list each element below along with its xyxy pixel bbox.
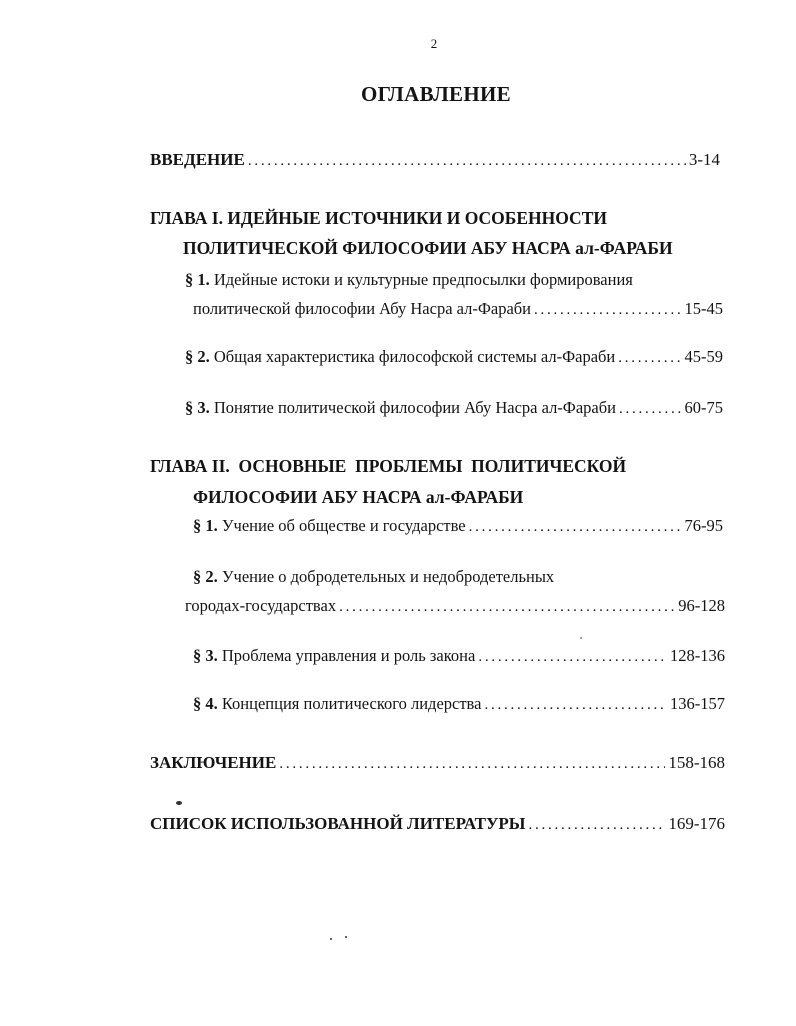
toc-leader-dots bbox=[484, 697, 667, 714]
page-title: ОГЛАВЛЕНИЕ bbox=[361, 82, 511, 106]
toc-leader-dots bbox=[339, 599, 675, 616]
toc-pages: 60-75 bbox=[684, 398, 723, 417]
chapter2-heading-line1: ГЛАВА II. ОСНОВНЫЕ ПРОБЛЕМЫ ПОЛИТИЧЕСКОЙ bbox=[150, 456, 627, 476]
scan-speck bbox=[345, 936, 347, 938]
toc-label: ЗАКЛЮЧЕНИЕ bbox=[150, 753, 277, 772]
toc-entry-references bbox=[150, 814, 725, 834]
toc-leader-dots bbox=[534, 302, 681, 319]
toc-leader-dots bbox=[619, 401, 682, 418]
section-number: § 2. bbox=[185, 347, 210, 366]
toc-entry-intro bbox=[150, 150, 720, 170]
chapter1-heading-line1: ГЛАВА I. ИДЕЙНЫЕ ИСТОЧНИКИ И ОСОБЕННОСТИ bbox=[150, 208, 607, 228]
toc-entry-conclusion bbox=[150, 753, 725, 773]
toc-entry-ch1-s1-line2 bbox=[193, 299, 723, 319]
page-number: 2 bbox=[430, 36, 438, 51]
scan-speck bbox=[330, 938, 332, 940]
toc-label: ВВЕДЕНИЕ bbox=[150, 150, 245, 169]
toc-entry-ch2-s1 bbox=[193, 516, 723, 536]
toc-pages: 136-157 bbox=[670, 694, 725, 713]
section-title: Идейные истоки и культурные предпосылки формирования bbox=[213, 270, 633, 289]
section-title-cont: политической философии Абу Насра ал-Фараби bbox=[193, 299, 532, 318]
toc-pages: 76-95 bbox=[684, 516, 723, 535]
toc-entry-ch1-s2 bbox=[185, 347, 723, 367]
section-title: Общая характеристика философской системы ал-Фараби bbox=[213, 347, 616, 366]
section-title-cont: городах-государствах bbox=[185, 596, 337, 615]
toc-leader-dots bbox=[279, 756, 665, 773]
section-number: § 3. bbox=[193, 646, 218, 665]
toc-leader-dots bbox=[618, 350, 681, 367]
section-title: Понятие политической философии Абу Насра ал-Фараби bbox=[213, 398, 616, 417]
toc-leader-dots bbox=[478, 649, 667, 666]
toc-leader-dots bbox=[469, 519, 682, 536]
toc-pages: 169-176 bbox=[668, 814, 725, 833]
toc-label: СПИСОК ИСПОЛЬЗОВАННОЙ ЛИТЕРАТУРЫ bbox=[150, 814, 526, 833]
section-number: § 2. bbox=[193, 567, 218, 586]
section-number: § 1. bbox=[185, 270, 210, 289]
toc-entry-ch1-s3 bbox=[185, 398, 723, 418]
section-number: § 4. bbox=[193, 694, 218, 713]
toc-pages: 45-59 bbox=[684, 347, 723, 366]
chapter1-heading-line2: ПОЛИТИЧЕСКОЙ ФИЛОСОФИИ АБУ НАСРА ал-ФАРАБИ bbox=[183, 238, 673, 258]
section-title: Учение о добродетельных и недобродетельных bbox=[221, 567, 555, 586]
section-title: Учение об обществе и государстве bbox=[221, 516, 466, 535]
toc-entry-ch2-s2-line2 bbox=[185, 596, 725, 616]
toc-entry-ch1-s1-line1 bbox=[185, 270, 633, 290]
toc-pages: 3-14 bbox=[688, 150, 720, 169]
section-title: Проблема управления и роль закона bbox=[221, 646, 476, 665]
toc-leader-dots bbox=[529, 817, 666, 834]
section-number: § 1. bbox=[193, 516, 218, 535]
toc-pages: 15-45 bbox=[684, 299, 723, 318]
section-number: § 3. bbox=[185, 398, 210, 417]
scan-speck bbox=[580, 637, 582, 639]
toc-pages: 96-128 bbox=[678, 596, 725, 615]
toc-leader-dots bbox=[248, 153, 686, 170]
scan-speck bbox=[176, 801, 182, 805]
toc-entry-ch2-s2-line1 bbox=[193, 567, 554, 587]
section-title: Концепция политического лидерства bbox=[221, 694, 482, 713]
chapter2-heading-line2: ФИЛОСОФИИ АБУ НАСРА ал-ФАРАБИ bbox=[193, 487, 524, 507]
toc-pages: 158-168 bbox=[668, 753, 725, 772]
toc-pages: 128-136 bbox=[670, 646, 725, 665]
toc-entry-ch2-s4 bbox=[193, 694, 725, 714]
toc-entry-ch2-s3 bbox=[193, 646, 725, 666]
